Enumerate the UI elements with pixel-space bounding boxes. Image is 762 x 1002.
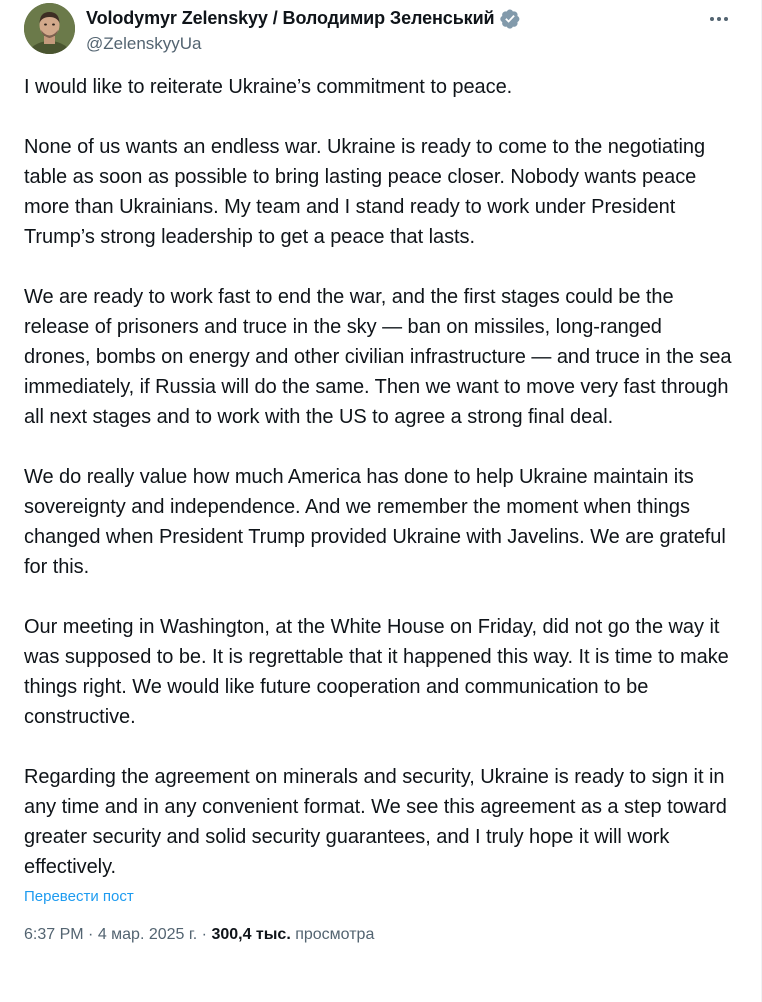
author-display-name[interactable]: Volodymyr Zelenskyy / Володимир Зеленський — [86, 8, 495, 28]
tweet-text — [24, 72, 733, 882]
views-count[interactable]: 300,4 тыс. — [211, 926, 291, 943]
meta-separator: · — [197, 926, 212, 943]
tweet-paragraph: We are ready to work fast to end the war, and the first stages could be the release of prisoners and truce in the sky — ban on missiles, long-ranged drones, bombs on energy and other civilian infrastructure — and truce in the sea immediately, if Russia will do the same. Then we want to move very fast through all next stages and to work with the US to agree a strong final deal. — [24, 286, 732, 428]
translate-post-link[interactable]: Перевести пост — [24, 888, 134, 905]
tweet-header — [24, 0, 733, 72]
name-row — [86, 7, 521, 30]
tweet-date[interactable]: 4 мар. 2025 г. — [97, 926, 198, 943]
tweet-meta — [24, 926, 733, 944]
verified-badge-icon[interactable] — [499, 8, 521, 30]
author-block — [86, 7, 521, 54]
tweet-paragraph: Regarding the agreement on minerals and security, Ukraine is ready to sign it in any time and in any convenient format. We see this agreement as a step toward greater security and solid security guarantees, and I truly hope it will work effectively. — [24, 766, 727, 878]
tweet-paragraph: We do really value how much America has done to help Ukraine maintain its sovereignty and independence. And we remember the moment when things changed when President Trump provided Ukraine with Javelins. We are grateful for this. — [24, 466, 726, 578]
tweet-paragraph: I would like to reiterate Ukraine’s commitment to peace. — [24, 76, 513, 98]
avatar-portrait — [24, 3, 75, 54]
meta-separator: · — [83, 926, 98, 943]
avatar[interactable] — [24, 3, 75, 54]
more-horizontal-icon[interactable] — [707, 7, 731, 31]
tweet-time[interactable]: 6:37 PM — [24, 926, 84, 943]
tweet-paragraph: Our meeting in Washington, at the White House on Friday, did not go the way it was supposed to be. It is regrettable that it happened this way. It is time to make things right. We would like future cooperation and communication to be constructive. — [24, 616, 729, 728]
author-handle[interactable]: @ZelenskyyUa — [86, 34, 202, 53]
views-label[interactable]: просмотра — [290, 926, 375, 943]
tweet-paragraph: None of us wants an endless war. Ukraine is ready to come to the negotiating table as soon as possible to bring lasting peace closer. Nobody wants peace more than Ukrainians. My team and I stand ready to work under President Trump’s strong leadership to get a peace that lasts. — [24, 136, 706, 248]
